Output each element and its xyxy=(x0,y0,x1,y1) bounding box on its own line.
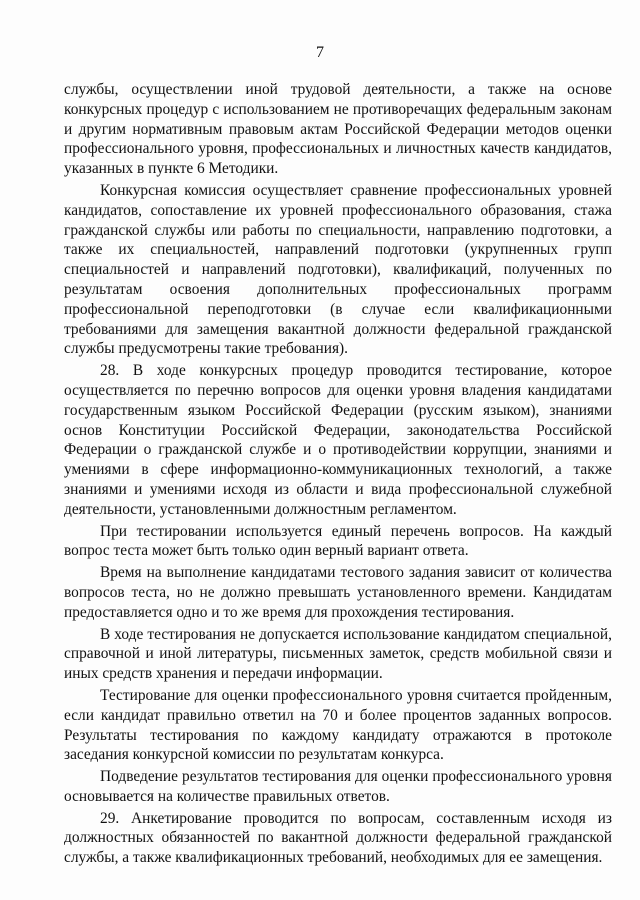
paragraph-prohibited-materials: В ходе тестирования не допускается использование кандидатом специальной, справочной и иной литературы, письменных заметок, средств мобильной связи и иных средств хранения и передачи информации. xyxy=(64,625,612,683)
page-number: 7 xyxy=(316,44,324,61)
paragraph-continuation: службы, осуществлении иной трудовой деятельности, а также на основе конкурсных процедур с использованием не противоречащих федеральным законам и другим нормативным правовым актам Российской Федерации методов оценки профессионального уровня, профессиональных и личностных качеств кандидатов, указанных в пункте 6 Методики. xyxy=(64,81,612,178)
paragraph-results-basis: Подведение результатов тестирования для оценки профессионального уровня основывается на количестве правильных ответов. xyxy=(64,768,612,805)
paragraph-29-questionnaire: 29. Анкетирование проводится по вопросам, составленным исходя из должностных обязанностей по вакантной должности федеральной гражданской службы, а также квалификационных требований, необходимых для ее замещения. xyxy=(64,809,612,867)
paragraph-28-testing: 28. В ходе конкурсных процедур проводится тестирование, которое осуществляется по перечню вопросов для оценки уровня владения кандидатами государственным языком Российской Федерации (русским языком), знаниями основ Конституции Российской Федерации, законодательства Российской Федерации о гражданской службе и о противодействии коррупции, знаниями и умениями в сфере информационно-коммуникационных технологий, а также знаниями и умениями исходя из области и вида профессиональной служебной деятельности, установленными должностным регламентом. xyxy=(64,362,612,518)
document-body xyxy=(64,80,612,868)
paragraph-passing-threshold: Тестирование для оценки профессионального уровня считается пройденным, если кандидат правильно ответил на 70 и более процентов заданных вопросов. Результаты тестирования по каждому кандидату отражаются в протоколе заседания конкурсной комиссии по результатам конкурса. xyxy=(64,686,612,764)
paragraph-single-question-list: При тестировании используется единый перечень вопросов. На каждый вопрос теста может быть только один верный вариант ответа. xyxy=(64,522,612,560)
paragraph-test-time: Время на выполнение кандидатами тестового задания зависит от количества вопросов теста, но не должно превышать установленного времени. Кандидатам предоставляется одно и то же время для прохождения тестирования. xyxy=(64,564,612,621)
paragraph-commission-comparison: Конкурсная комиссия осуществляет сравнение профессиональных уровней кандидатов, сопоставление их уровней профессионального образования, стажа гражданской службы или работы по специальности, направлению подготовки, а также их специальностей, направлений подготовки (укрупненных групп специальностей и направлений подготовки), квалификаций, полученных по результатам освоения дополнительных профессиональных программ профессиональной переподготовки (в случае если квалификационными требованиями для замещения вакантной должности федеральной гражданской службы предусмотрены такие требования). xyxy=(64,181,612,358)
